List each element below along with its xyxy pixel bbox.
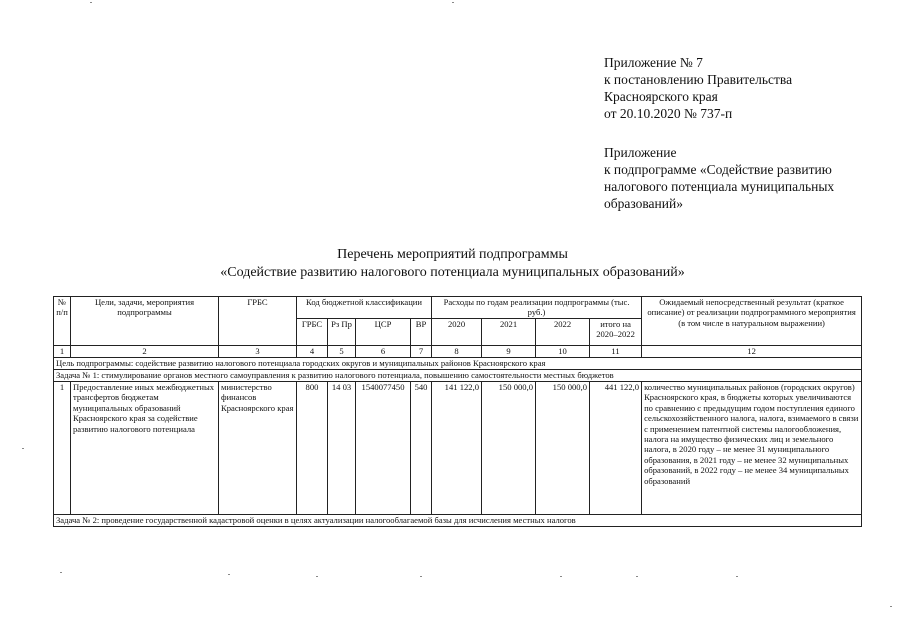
activities-table (53, 296, 862, 527)
column-number: 6 (356, 346, 411, 358)
column-number: 1 (54, 346, 71, 358)
task-2-text: Задача № 2: проведение государственной кадастровой оценки в целях актуализации налогооблагаемой базы для исчисления местных налогов (54, 515, 862, 527)
header-goals: Цели, задачи, мероприятия подпрограммы (71, 297, 219, 346)
appendix-line: к постановлению Правительства (604, 72, 793, 87)
header-csr: ЦСР (356, 319, 411, 346)
header-row (54, 297, 862, 319)
header-result: Ожидаемый непосредственный результат (краткое описание) от реализации подпрограммного мероприятия (в том числе в натуральном выражении) (642, 297, 862, 346)
row-num: 1 (54, 382, 71, 515)
expense-total: 441 122,0 (590, 382, 642, 515)
appendix-line: Приложение № 7 (604, 55, 703, 70)
header-vr: ВР (411, 319, 432, 346)
header-total: итого на 2020–2022 (590, 319, 642, 346)
sub-appendix-line: к подпрограмме «Содействие развитию (604, 162, 832, 177)
column-number: 5 (328, 346, 356, 358)
sub-appendix-line: налогового потенциала муниципальных (604, 179, 835, 194)
grbs-name: министерство финансов Красноярского края (219, 382, 297, 515)
header-2020: 2020 (432, 319, 482, 346)
column-number: 10 (536, 346, 590, 358)
column-number: 11 (590, 346, 642, 358)
expense-2022: 150 000,0 (536, 382, 590, 515)
header-rzpr: Рз Пр (328, 319, 356, 346)
activity-name: Предоставление иных межбюджетных трансфертов бюджетам муниципальных образований Красноярского края за содействие развитию налогового потенциала (71, 382, 219, 515)
grbs-code: 800 (297, 382, 328, 515)
sub-appendix-block (604, 144, 834, 212)
column-number: 9 (482, 346, 536, 358)
task-1-row (54, 370, 862, 382)
document-title (0, 246, 905, 282)
column-numbers-row (54, 346, 862, 358)
column-number: 12 (642, 346, 862, 358)
sub-appendix-line: образований» (604, 196, 683, 211)
header-2022: 2022 (536, 319, 590, 346)
appendix-block (604, 54, 792, 122)
expected-result: количество муниципальных районов (городских округов) Красноярского края, в бюджеты которых увеличиваются по сравнению с предыдущим годом поступления единого сельскохозяйственного налога, налога, взимаемого в связи с применением патентной системы налогообложения, налога на имущество физических лиц и земельного налога, в 2020 году – не менее 31 муниципального образования, в 2021 году – не менее 32 муниципальных образований, в 2022 году – не менее 34 муниципальных образований (642, 382, 862, 515)
header-grbs-code: ГРБС (297, 319, 328, 346)
column-number: 7 (411, 346, 432, 358)
task-1-text: Задача № 1: стимулирование органов местного самоуправления к развитию налогового потенциала, повышению самостоятельности местных бюджетов (54, 370, 862, 382)
activity-row (54, 382, 862, 515)
sub-appendix-line: Приложение (604, 145, 677, 160)
task-2-row (54, 515, 862, 527)
appendix-line: Красноярского края (604, 89, 718, 104)
header-budget-code: Код бюджетной классификации (297, 297, 432, 319)
goal-text: Цель подпрограммы: содействие развитию налогового потенциала городских округов и муниципальных районов Красноярского края (54, 358, 862, 370)
column-number: 2 (71, 346, 219, 358)
column-number: 4 (297, 346, 328, 358)
vr-code: 540 (411, 382, 432, 515)
header-2021: 2021 (482, 319, 536, 346)
header-num: № п/п (54, 297, 71, 346)
header-grbs: ГРБС (219, 297, 297, 346)
csr-code: 1540077450 (356, 382, 411, 515)
appendix-line: от 20.10.2020 № 737-п (604, 106, 733, 121)
header-expenses: Расходы по годам реализации подпрограммы (тыс. руб.) (432, 297, 642, 319)
column-number: 3 (219, 346, 297, 358)
title-line-2: «Содействие развитию налогового потенциала муниципальных образований» (220, 265, 685, 280)
goal-row (54, 358, 862, 370)
rzpr-code: 14 03 (328, 382, 356, 515)
title-line-1: Перечень мероприятий подпрограммы (337, 247, 568, 262)
expense-2020: 141 122,0 (432, 382, 482, 515)
column-number: 8 (432, 346, 482, 358)
expense-2021: 150 000,0 (482, 382, 536, 515)
